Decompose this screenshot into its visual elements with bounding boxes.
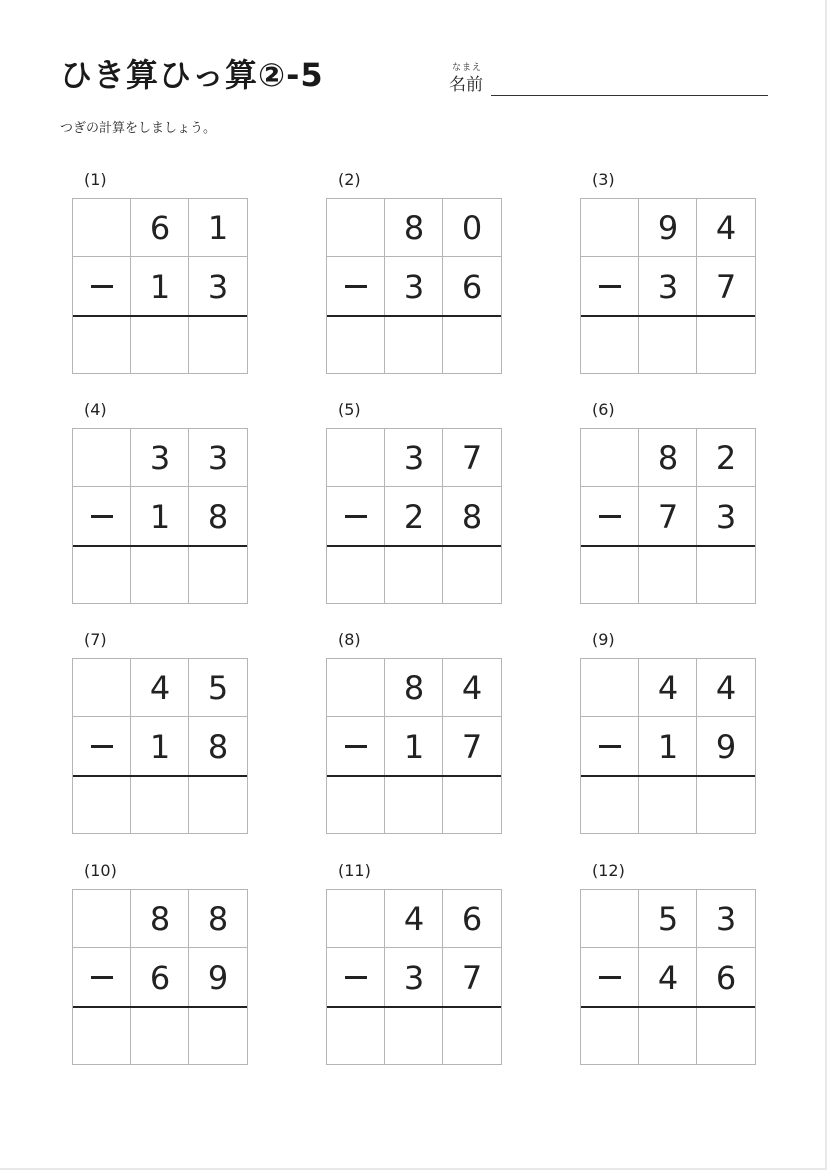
problem-number: (8) xyxy=(338,630,361,649)
minuend-digit: 4 xyxy=(403,900,425,938)
answer-cell[interactable] xyxy=(639,317,697,373)
minuend-digit: 3 xyxy=(149,439,171,477)
minuend-digit: 8 xyxy=(403,669,425,707)
answer-cell[interactable] xyxy=(189,547,247,603)
answer-cell[interactable] xyxy=(443,317,501,373)
problem-number: (10) xyxy=(84,861,117,880)
minuend-digit: 3 xyxy=(207,439,229,477)
answer-cell[interactable] xyxy=(131,547,189,603)
answer-cell[interactable] xyxy=(697,777,755,833)
minuend-digit: 4 xyxy=(461,669,483,707)
minuend-digit: 6 xyxy=(149,209,171,247)
minuend-digit: 9 xyxy=(657,209,679,247)
answer-cell[interactable] xyxy=(131,1008,189,1064)
subtrahend-digit: 3 xyxy=(715,498,737,536)
answer-cell[interactable] xyxy=(443,777,501,833)
problem-number: (5) xyxy=(338,400,361,419)
subtrahend-digit: 7 xyxy=(461,959,483,997)
answer-cell[interactable] xyxy=(73,777,131,833)
minus-sign-icon xyxy=(327,948,385,1006)
subtrahend-digit: 8 xyxy=(207,728,229,766)
minus-sign-icon xyxy=(73,948,131,1006)
answer-cell[interactable] xyxy=(639,777,697,833)
minus-sign-icon xyxy=(327,257,385,315)
minuend-digit: 3 xyxy=(715,900,737,938)
minuend-digit: 8 xyxy=(403,209,425,247)
subtrahend-digit: 7 xyxy=(715,268,737,306)
answer-cell[interactable] xyxy=(443,547,501,603)
subtrahend-digit: 9 xyxy=(207,959,229,997)
name-field xyxy=(449,60,769,98)
answer-cell[interactable] xyxy=(443,1008,501,1064)
answer-cell[interactable] xyxy=(697,317,755,373)
calculation-grid xyxy=(72,428,248,604)
minus-sign-icon xyxy=(327,487,385,545)
minus-sign-icon xyxy=(73,717,131,775)
subtrahend-digit: 7 xyxy=(461,728,483,766)
subtrahend-digit: 9 xyxy=(715,728,737,766)
minuend-digit: 0 xyxy=(461,209,483,247)
calculation-grid xyxy=(580,889,756,1065)
answer-cell[interactable] xyxy=(581,1008,639,1064)
problem-number: (2) xyxy=(338,170,361,189)
minus-sign-icon xyxy=(327,717,385,775)
calculation-grid xyxy=(326,658,502,834)
minus-sign-icon xyxy=(581,948,639,1006)
minuend-digit: 8 xyxy=(207,900,229,938)
answer-cell[interactable] xyxy=(581,777,639,833)
problem-number: (1) xyxy=(84,170,107,189)
minuend-digit: 4 xyxy=(149,669,171,707)
answer-cell[interactable] xyxy=(73,547,131,603)
answer-cell[interactable] xyxy=(73,317,131,373)
minuend-digit: 6 xyxy=(461,900,483,938)
answer-cell[interactable] xyxy=(189,317,247,373)
subtrahend-digit: 8 xyxy=(461,498,483,536)
minuend-digit: 4 xyxy=(715,209,737,247)
subtrahend-digit: 3 xyxy=(657,268,679,306)
subtrahend-digit: 3 xyxy=(403,959,425,997)
problem-number: (9) xyxy=(592,630,615,649)
problem-number: (7) xyxy=(84,630,107,649)
minus-sign-icon xyxy=(581,717,639,775)
answer-cell[interactable] xyxy=(189,777,247,833)
calculation-grid xyxy=(580,658,756,834)
minus-sign-icon xyxy=(581,257,639,315)
calculation-grid xyxy=(580,428,756,604)
subtrahend-digit: 1 xyxy=(149,498,171,536)
answer-cell[interactable] xyxy=(131,777,189,833)
minuend-digit: 4 xyxy=(657,669,679,707)
answer-cell[interactable] xyxy=(697,1008,755,1064)
name-write-line[interactable] xyxy=(491,95,768,96)
answer-cell[interactable] xyxy=(189,1008,247,1064)
instruction-text: つぎの計算をしましょう。 xyxy=(60,121,217,136)
worksheet-title: ひき算ひっ算②-5 xyxy=(60,56,324,94)
name-ruby: なまえ xyxy=(452,63,483,73)
minuend-digit: 8 xyxy=(657,439,679,477)
minuend-digit: 5 xyxy=(207,669,229,707)
subtrahend-digit: 7 xyxy=(657,498,679,536)
subtrahend-digit: 1 xyxy=(149,268,171,306)
subtrahend-digit: 6 xyxy=(715,959,737,997)
calculation-grid xyxy=(72,198,248,374)
minuend-digit: 2 xyxy=(715,439,737,477)
name-label: 名前 xyxy=(449,75,483,95)
problem-number: (3) xyxy=(592,170,615,189)
subtrahend-digit: 1 xyxy=(149,728,171,766)
minuend-digit: 1 xyxy=(207,209,229,247)
calculation-grid xyxy=(326,889,502,1065)
subtrahend-digit: 3 xyxy=(403,268,425,306)
subtrahend-digit: 3 xyxy=(207,268,229,306)
answer-cell[interactable] xyxy=(639,1008,697,1064)
subtrahend-digit: 6 xyxy=(149,959,171,997)
answer-cell[interactable] xyxy=(581,547,639,603)
subtrahend-digit: 2 xyxy=(403,498,425,536)
answer-cell[interactable] xyxy=(327,777,385,833)
answer-cell[interactable] xyxy=(385,317,443,373)
calculation-grid xyxy=(72,658,248,834)
problem-number: (6) xyxy=(592,400,615,419)
answer-cell[interactable] xyxy=(327,1008,385,1064)
calculation-grid xyxy=(326,428,502,604)
minus-sign-icon xyxy=(73,257,131,315)
answer-cell[interactable] xyxy=(327,547,385,603)
minuend-digit: 7 xyxy=(461,439,483,477)
answer-cell[interactable] xyxy=(639,547,697,603)
calculation-grid xyxy=(72,889,248,1065)
subtrahend-digit: 1 xyxy=(403,728,425,766)
answer-cell[interactable] xyxy=(581,317,639,373)
problem-number: (12) xyxy=(592,861,625,880)
answer-cell[interactable] xyxy=(385,1008,443,1064)
problem-number: (11) xyxy=(338,861,371,880)
answer-cell[interactable] xyxy=(131,317,189,373)
answer-cell[interactable] xyxy=(73,1008,131,1064)
answer-cell[interactable] xyxy=(697,547,755,603)
subtrahend-digit: 6 xyxy=(461,268,483,306)
minus-sign-icon xyxy=(73,487,131,545)
subtrahend-digit: 1 xyxy=(657,728,679,766)
problem-number: (4) xyxy=(84,400,107,419)
subtrahend-digit: 4 xyxy=(657,959,679,997)
subtrahend-digit: 8 xyxy=(207,498,229,536)
minuend-digit: 8 xyxy=(149,900,171,938)
minus-sign-icon xyxy=(581,487,639,545)
minuend-digit: 4 xyxy=(715,669,737,707)
answer-cell[interactable] xyxy=(385,547,443,603)
minuend-digit: 5 xyxy=(657,900,679,938)
answer-cell[interactable] xyxy=(385,777,443,833)
answer-cell[interactable] xyxy=(327,317,385,373)
calculation-grid xyxy=(580,198,756,374)
calculation-grid xyxy=(326,198,502,374)
minuend-digit: 3 xyxy=(403,439,425,477)
